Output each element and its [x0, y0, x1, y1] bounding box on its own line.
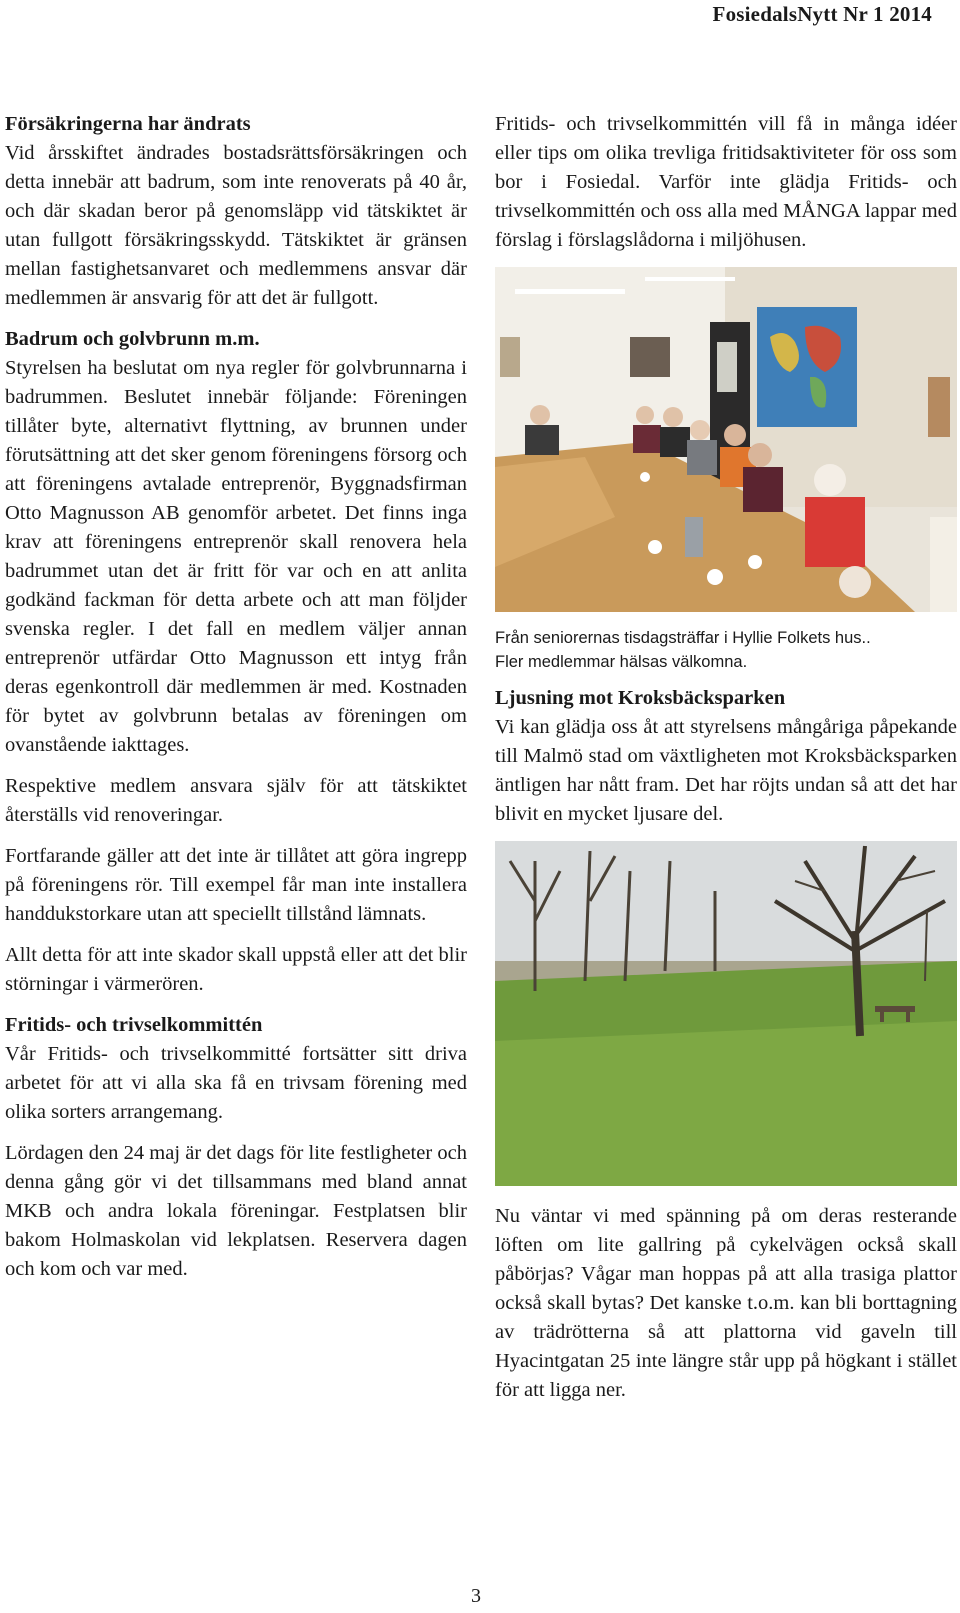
paragraph-bathroom: Styrelsen ha beslutat om nya regler för golvbrunnarna i badrummen. Beslutet innebär följande: Föreningen tillåter byte, alternativt flyttning, av brunnen under förutsättning att det sker genom föreningens försorg och att föreningens avtalade entreprenör, Byggnadsfirman Otto Magnusson AB genomför arbetet. Det finns inga krav att föreningens entreprenör skall renovera hela badrummet utan det är fritt för var och en att anlita godkänd fackman för detta arbete och att man följder svenska regler. I det fall en medlem väljer annan entreprenör utfärdar Otto Magnusson ett intyg från deras egenkontroll där medlemmen är med. Kostnaden för bytet av golvbrunn betalas av föreningen om ovanstående iakttages. [5, 357, 467, 756]
right-column [495, 110, 957, 1417]
page-number: 3 [471, 1585, 481, 1607]
left-column [5, 110, 467, 1296]
photo-park [495, 841, 957, 1186]
paragraph-insurance: Vid årsskiftet ändrades bostadsrättsförsäkringen och detta innebär att badrum, som inte renoverats på 40 år, och där skadan beror på genomsläpp vid tätskiktet är utan fullgott försäkringsskydd. Tätskiktet är gränsen mellan fastighetsanvaret och medlemmens ansvar där medlemmen är ansvarig för att det är fullgott. [5, 142, 467, 309]
paragraph-leisure-committee: Vår Fritids- och trivselkommitté fortsätter sitt driva arbetet för att vi alla ska få en trivsam förening med olika sorters arrangemang. [5, 1043, 467, 1123]
paragraph-pipes: Fortfarande gäller att det inte är tillåtet att göra ingrepp på föreningens rör. Till exempel får man inte installera handdukstorkare utan att speciellt tillstånd lämnats. [5, 845, 467, 925]
heading-insurance: Försäkringerna har ändrats [5, 113, 251, 135]
page-header-title: FosiedalsNytt Nr 1 2014 [712, 2, 932, 26]
photo-seniors-meeting [495, 267, 957, 612]
paragraph-responsibility: Respektive medlem ansvara själv för att tätskiktet återställs vid renoveringar. [5, 775, 467, 826]
paragraph-may-festival: Lördagen den 24 maj är det dags för lite festligheter och denna gång gör vi det tillsammans med bland annat MKB och andra lokala föreningar. Festplatsen blir bakom Holmaskolan vid lekplatsen. Reservera dagen och kom och var med. [5, 1142, 467, 1280]
paragraph-cycle-path: Nu väntar vi med spänning på om deras resterande löften om lite gallring på cykelvägen också skall påbörjas? Vågar man hoppas på att alla trasiga plattor också skall bytas? Det kanske t.o.m. kan bli borttagning av trädrötterna så att plattorna vid gaveln till Hyacintgatan 25 inte längre står upp på högkant i stället för att ligga ner. [495, 1205, 957, 1401]
photo-caption-seniors [495, 626, 957, 674]
paragraph-leisure-ideas: Fritids- och trivselkommittén vill få in många idéer eller tips om olika trevliga fritidsaktiviteter för oss som bor i Fosiedal. Varför inte glädja Fritids- och trivselkommittén och oss alla med MÅNGA lappar med förslag i förslagslådorna i miljöhusen. [495, 113, 957, 251]
caption-line-2: Fler medlemmar hälsas välkomna. [495, 653, 748, 671]
paragraph-damage: Allt detta för att inte skador skall uppstå eller att det blir störningar i värmerören. [5, 944, 467, 995]
heading-leisure-committee: Fritids- och trivselkommittén [5, 1014, 263, 1036]
heading-bathroom: Badrum och golvbrunn m.m. [5, 328, 260, 350]
caption-line-1: Från seniorernas tisdagsträffar i Hyllie Folkets hus.. [495, 629, 871, 647]
heading-kroksbacksparken: Ljusning mot Kroksbäcksparken [495, 687, 786, 709]
paragraph-kroksbacksparken: Vi kan glädja oss åt att styrelsens mångåriga påpekande till Malmö stad om växtligheten mot Kroksbäcksparken äntligen har nått fram. Det har röjts undan så att det har blivit en mycket ljusare del. [495, 716, 957, 825]
